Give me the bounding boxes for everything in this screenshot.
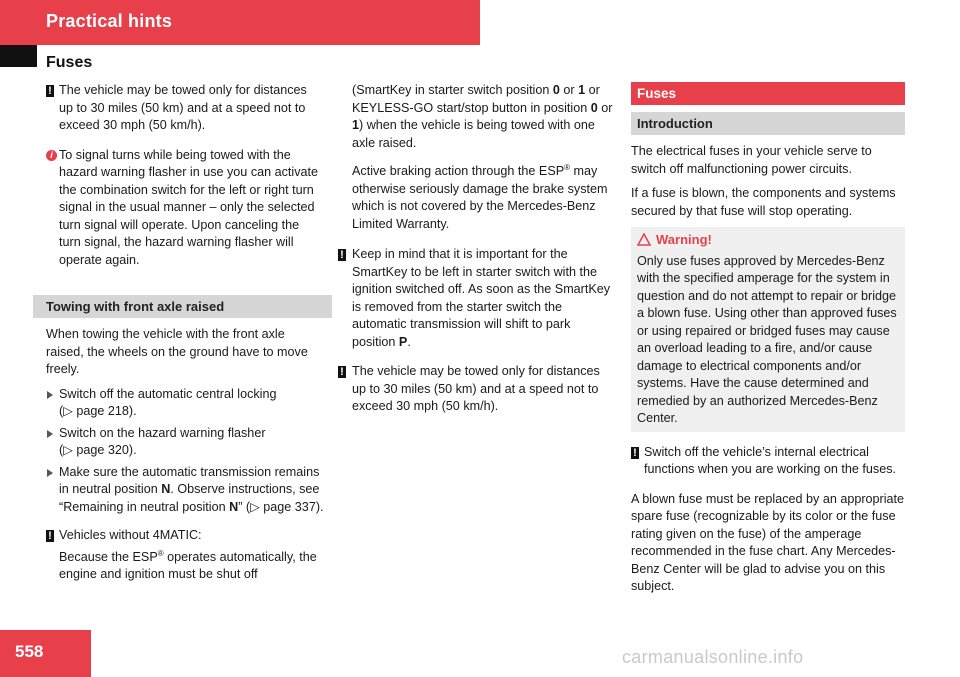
paragraph xyxy=(352,82,616,152)
column-1 xyxy=(46,82,324,596)
column-2 xyxy=(338,82,616,428)
note-block xyxy=(46,527,324,584)
note-text: operates automatically, the engine and ignition must be shut off xyxy=(59,549,317,582)
gear-position: N xyxy=(229,499,239,514)
bullet-item xyxy=(46,464,324,517)
continued-text xyxy=(338,82,616,233)
note-text: The vehicle may be towed only for distances up to 30 miles (50 km) and at a speed not to exceed 30 mph (50 km/h). xyxy=(59,83,307,132)
switch-position: 1 xyxy=(578,83,586,97)
paragraph xyxy=(352,159,616,233)
bullet-item xyxy=(46,386,324,421)
exclamation-icon: ! xyxy=(338,249,346,261)
note-block xyxy=(631,444,909,479)
info-text: To signal turns while being towed with the hazard warning flasher in use you can activate the combination switch for the left or right turn signal in the usual manner – only the selected turn signal will operate. Upon canceling the turn signal, the hazard warning flasher will operate again. xyxy=(59,147,319,267)
warning-title xyxy=(637,231,899,249)
exclamation-icon: ! xyxy=(46,530,54,542)
page-reference[interactable]: (▷ page 320). xyxy=(59,443,137,457)
note-text: . xyxy=(407,334,411,349)
info-icon: i xyxy=(46,150,57,161)
paragraph: When towing the vehicle with the front axle raised, the wheels on the ground have to move freely. xyxy=(46,327,308,376)
subsection-heading-introduction: Introduction xyxy=(631,112,905,135)
text: Active braking action through the ESP xyxy=(352,164,565,179)
text: or xyxy=(559,83,579,97)
bullet-text: . Observe instructions, see “Remaining in neutral position xyxy=(59,482,320,514)
bullet-item xyxy=(46,425,324,460)
chapter-title: Practical hints xyxy=(46,11,173,31)
registered-mark: ® xyxy=(157,548,164,558)
triangle-bullet-icon xyxy=(47,469,53,477)
text: (SmartKey in starter switch position xyxy=(352,83,553,97)
exclamation-icon: ! xyxy=(338,366,346,378)
subsection-heading: Towing with front axle raised xyxy=(33,295,332,318)
text: ) when the vehicle is being towed with one axle raised. xyxy=(352,118,595,150)
column-3 xyxy=(631,82,909,603)
note-text: Vehicles without 4MATIC: xyxy=(59,528,202,542)
exclamation-icon: ! xyxy=(631,447,639,459)
note-block xyxy=(338,363,616,416)
warning-triangle-icon xyxy=(637,233,651,246)
note-text: Because the ESP xyxy=(59,549,158,564)
header-bar xyxy=(0,0,480,45)
switch-position: 0 xyxy=(552,83,560,97)
triangle-bullet-icon xyxy=(47,391,53,399)
note-text: Switch off the vehicle’s internal electrical functions when you are working on the fuses. xyxy=(644,444,897,476)
bullet-text: Switch on the hazard warning flasher xyxy=(59,425,266,440)
text: or KEYLESS-GO start/stop button in position xyxy=(352,83,600,115)
page-reference[interactable]: ” (▷ page 337). xyxy=(238,499,324,514)
warning-title-text: Warning! xyxy=(656,232,712,247)
text: or xyxy=(597,100,613,115)
switch-position: 1 xyxy=(352,118,360,132)
header-tab xyxy=(0,45,37,67)
gear-position: P xyxy=(398,334,408,349)
registered-mark: ® xyxy=(564,163,571,172)
bullet-text: Switch off the automatic central locking xyxy=(59,386,277,401)
switch-position: 0 xyxy=(590,100,598,115)
exclamation-icon: ! xyxy=(46,85,54,97)
section-title: Fuses xyxy=(46,54,93,71)
section-heading-fuses: Fuses xyxy=(631,82,905,105)
note-text: Keep in mind that it is important for the SmartKey to be left in starter switch with the ignition switched off. As soon as the SmartKey is removed from the starter switch the automatic transmission will shift to park position xyxy=(352,247,611,349)
note-block xyxy=(46,82,324,135)
warning-text: Only use fuses approved by Mercedes-Benz with the specified amperage for the system in question and do not attempt to repair or bridge a blown fuse. Using other than approved fuses or using repaired or bridged fuses may cause an overload leading to a fire, and/or cause damage to electrical components and/or systems. Have the cause determined and remedied by an authorized Mercedes-Benz Center. xyxy=(637,253,897,425)
note-block xyxy=(338,246,616,351)
page-reference[interactable]: (▷ page 218). xyxy=(59,404,137,418)
paragraph: If a fuse is blown, the components and systems secured by that fuse will stop operating. xyxy=(631,186,896,218)
page-number-box xyxy=(0,630,91,677)
paragraph: A blown fuse must be replaced by an appropriate spare fuse (recognizable by its color or the fuse rating given on the fuse) of the amperage recommended in the fuse chart. Any Mercedes-Benz Center will be glad to advise you on this subject. xyxy=(631,491,905,593)
page-number: 558 xyxy=(15,642,44,661)
gear-position: N xyxy=(161,482,171,496)
info-block xyxy=(46,147,324,270)
paragraph: The electrical fuses in your vehicle serve to switch off malfunctioning power circuits. xyxy=(631,144,872,176)
text: may otherwise seriously damage the brake system which is not covered by the Mercedes-Benz Limited Warranty. xyxy=(352,164,608,231)
bullet-text: Make sure the automatic transmission remains in neutral position xyxy=(59,464,320,496)
note-text: The vehicle may be towed only for distances up to 30 miles (50 km) and at a speed not to exceed 30 mph (50 km/h). xyxy=(352,364,600,414)
watermark: carmanualsonline.info xyxy=(622,647,804,667)
warning-box xyxy=(631,227,905,432)
triangle-bullet-icon xyxy=(47,430,53,438)
